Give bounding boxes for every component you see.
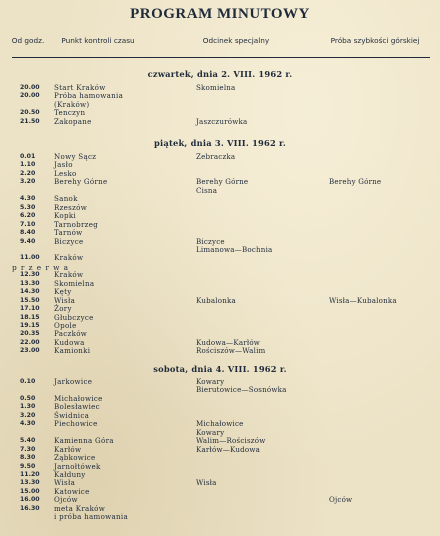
- checkpoint-cell: (Kraków): [54, 99, 90, 109]
- special-stage-cell: Kowary: [196, 377, 225, 386]
- checkpoint-cell: Kałduny: [54, 469, 86, 479]
- time-cell: 13.30: [20, 479, 40, 487]
- time-cell: 1.10: [20, 161, 36, 169]
- checkpoint-cell: Kamienna Góra: [54, 436, 114, 446]
- checkpoint-cell: Zakopane: [54, 116, 92, 126]
- time-cell: 3.20: [20, 411, 36, 419]
- time-cell: 23.00: [20, 347, 40, 355]
- checkpoint-cell: Wisła: [54, 478, 76, 488]
- time-cell: 21.50: [20, 117, 40, 125]
- time-cell: 17.10: [20, 305, 40, 313]
- checkpoint-cell: Jarnołtówek: [54, 461, 101, 471]
- time-cell: 20.00: [20, 92, 40, 100]
- time-cell: 4.30: [20, 420, 36, 428]
- time-cell: 1.30: [20, 403, 36, 411]
- time-cell: 9.40: [20, 237, 36, 245]
- time-cell: 20.00: [20, 84, 40, 91]
- special-stage-cell: Zebraczka: [196, 152, 236, 161]
- checkpoint-cell: i próba hamowania: [54, 512, 129, 522]
- time-cell: 3.20: [20, 178, 36, 186]
- time-cell: 16.00: [20, 496, 40, 504]
- checkpoint-cell: Nowy Sącz: [54, 152, 97, 161]
- time-cell: 6.20: [20, 212, 36, 220]
- checkpoint-cell: Jasło: [54, 160, 73, 170]
- checkpoint-cell: Opole: [54, 321, 77, 330]
- checkpoint-cell: Ząbkowice: [54, 453, 96, 463]
- time-cell: 5.40: [20, 437, 36, 445]
- special-stage-cell: Kubalonka: [196, 295, 236, 305]
- time-cell: 19.15: [20, 322, 40, 329]
- special-stage-cell: Wisła: [196, 478, 217, 488]
- time-cell: 18.15: [20, 313, 40, 321]
- checkpoint-cell: Paczków: [54, 329, 88, 339]
- time-cell: 8.30: [20, 454, 36, 462]
- header-rule: [12, 57, 430, 58]
- hill-climb-cell: Berehy Górne: [329, 177, 382, 187]
- hill-climb-cell: Ojców: [329, 495, 353, 505]
- checkpoint-cell: Świdnica: [54, 410, 90, 420]
- special-stage-cell: Karłów—Kudowa: [196, 444, 261, 454]
- time-cell: 11.20: [20, 470, 40, 478]
- special-stage-cell: Bierutowice—Sosnówka: [196, 385, 287, 395]
- special-stage-cell: Skomielna: [196, 83, 236, 92]
- checkpoint-cell: Kęty: [54, 287, 72, 297]
- checkpoint-cell: Michałowice: [54, 393, 103, 403]
- special-stage-cell: Berehy Górne: [196, 177, 249, 187]
- checkpoint-cell: Karłów: [54, 444, 82, 454]
- column-header-punkt: Punkt kontroli czasu: [61, 36, 135, 45]
- time-cell: 5.30: [20, 203, 36, 211]
- checkpoint-cell: Sanok: [54, 194, 78, 204]
- time-cell: 15.50: [20, 296, 40, 304]
- schedule-row: [0, 118, 440, 127]
- checkpoint-cell: Kopki: [54, 211, 76, 221]
- schedule-row: [0, 347, 440, 356]
- checkpoint-cell: Tenczyn: [54, 108, 86, 118]
- column-header-od: Od godz.: [11, 36, 45, 45]
- break-label: przerwa: [12, 262, 73, 272]
- special-stage-cell: Kudowa—Karłów: [196, 337, 261, 347]
- special-stage-cell: Michałowice: [196, 419, 244, 429]
- checkpoint-cell: Berehy Górne: [54, 177, 108, 187]
- checkpoint-cell: Próba hamowania: [54, 91, 124, 101]
- time-cell: 16.30: [20, 504, 40, 512]
- checkpoint-cell: Piechowice: [54, 419, 98, 429]
- time-cell: 0.01: [20, 153, 36, 160]
- time-cell: 7.30: [20, 445, 36, 453]
- checkpoint-cell: Głubczyce: [54, 312, 94, 322]
- checkpoint-cell: Kamionki: [54, 346, 91, 356]
- time-cell: 22.00: [20, 338, 40, 346]
- special-stage-cell: Walim—Rościszów: [196, 436, 266, 446]
- column-header-odcinek: Odcinek specjalny: [202, 36, 270, 45]
- day-heading: czwartek, dnia 2. VIII. 1962 r.: [147, 69, 293, 79]
- time-cell: 20.35: [20, 330, 40, 338]
- time-cell: 15.00: [20, 487, 40, 495]
- checkpoint-cell: Lesko: [54, 168, 77, 178]
- checkpoint-cell: Biczyce: [54, 236, 84, 246]
- page-title: PROGRAM MINUTOWY: [130, 6, 310, 22]
- column-header-proba: Próba szybkości górskiej: [330, 36, 420, 45]
- checkpoint-cell: Tarnobrzeg: [54, 219, 99, 229]
- special-stage-cell: Biczyce: [196, 236, 225, 246]
- special-stage-cell: Kowary: [196, 427, 225, 437]
- day-heading: piątek, dnia 3. VIII. 1962 r.: [154, 138, 286, 148]
- checkpoint-cell: Start Kraków: [54, 83, 106, 92]
- time-cell: 13.30: [20, 279, 40, 287]
- day-heading: sobota, dnia 4. VIII. 1962 r.: [153, 364, 287, 374]
- checkpoint-cell: Jarkowice: [54, 377, 93, 386]
- time-cell: 0.10: [20, 378, 36, 385]
- time-cell: 12.30: [20, 271, 40, 279]
- checkpoint-cell: Rzeszów: [54, 202, 88, 212]
- checkpoint-cell: Ojców: [54, 495, 78, 505]
- time-cell: 0.50: [20, 394, 36, 402]
- checkpoint-cell: Kraków: [54, 253, 84, 263]
- schedule-row: [0, 513, 440, 522]
- checkpoint-cell: Wisła: [54, 295, 76, 305]
- special-stage-cell: Limanowa—Bochnia: [196, 244, 273, 254]
- time-cell: 9.50: [20, 462, 36, 470]
- checkpoint-cell: Tarnów: [54, 228, 83, 238]
- checkpoint-cell: Żory: [54, 304, 72, 314]
- time-cell: 4.30: [20, 195, 36, 203]
- checkpoint-cell: Kudowa: [54, 337, 85, 347]
- checkpoint-cell: meta Kraków: [54, 503, 106, 513]
- hill-climb-cell: Wisła—Kubalonka: [329, 295, 397, 305]
- time-cell: 7.10: [20, 220, 36, 228]
- time-cell: 11.00: [20, 254, 40, 262]
- checkpoint-cell: Kraków: [54, 270, 84, 280]
- special-stage-cell: Rościszów—Walim: [196, 346, 266, 356]
- special-stage-cell: Cisna: [196, 185, 218, 195]
- checkpoint-cell: Skomielna: [54, 278, 95, 288]
- time-cell: 20.50: [20, 109, 40, 117]
- time-cell: 2.20: [20, 169, 36, 177]
- checkpoint-cell: Katowice: [54, 486, 90, 496]
- time-cell: 8.40: [20, 229, 36, 237]
- checkpoint-cell: Bolesławiec: [54, 402, 100, 412]
- time-cell: 14.30: [20, 288, 40, 296]
- special-stage-cell: Jaszczurówka: [196, 116, 248, 126]
